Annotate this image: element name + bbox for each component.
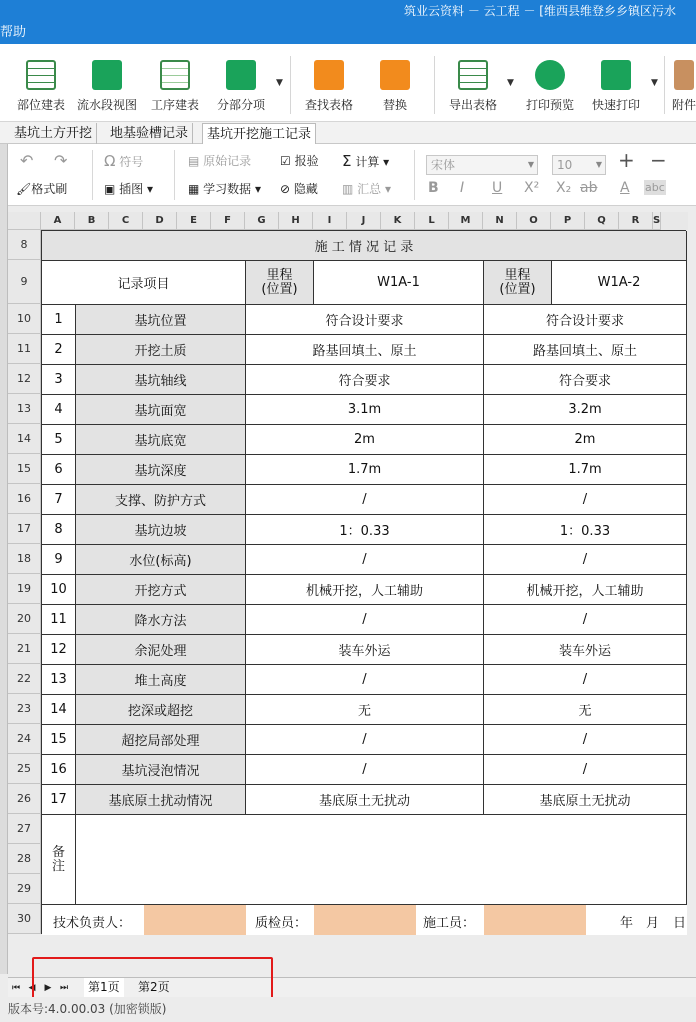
status-bar — [0, 997, 696, 1022]
export-table-button[interactable]: 导出表格 — [442, 58, 504, 118]
record-value-2-text: / — [582, 672, 588, 687]
column-header-E[interactable]: E — [177, 212, 211, 230]
record-value-2[interactable] — [484, 575, 687, 605]
record-value-1[interactable] — [246, 365, 484, 395]
record-value-2[interactable] — [484, 695, 687, 725]
record-item-text: 基坑位置 — [134, 314, 187, 329]
chevron-down-icon: ▼ — [527, 160, 534, 169]
column-header-K[interactable]: K — [381, 212, 415, 230]
row-header-21[interactable]: 21 — [8, 634, 41, 664]
calculate-button[interactable]: Σ 计算 ▾ — [342, 152, 390, 170]
column-header-H[interactable]: H — [279, 212, 313, 230]
record-number[interactable] — [42, 725, 76, 755]
month-label: 月 — [646, 916, 660, 931]
header-record-item[interactable] — [42, 261, 246, 305]
document-tabs — [0, 122, 696, 144]
ribbon-separator — [664, 56, 665, 114]
record-item-text: 堆土高度 — [134, 674, 187, 689]
record-item[interactable] — [76, 395, 246, 425]
sheet-title-text: 施 工 情 况 记 录 — [314, 240, 414, 255]
record-item-text: 水位(标高) — [129, 554, 192, 569]
row-header-30[interactable]: 30 — [8, 904, 41, 934]
column-header-A[interactable]: A — [41, 212, 75, 230]
record-value-2-text: 路基回填土、原土 — [532, 344, 637, 359]
record-item-text: 基坑底宽 — [134, 434, 187, 449]
record-number[interactable] — [42, 485, 76, 515]
flow-section-view-button[interactable]: 流水段视图 — [76, 58, 138, 118]
record-value-2-text: 无 — [578, 704, 592, 719]
find-table-button[interactable]: 查找表格 — [298, 58, 360, 118]
record-value-2[interactable] — [484, 665, 687, 695]
record-number-text: 17 — [50, 792, 67, 807]
record-value-2[interactable] — [484, 635, 687, 665]
record-number[interactable] — [42, 305, 76, 335]
summary-button[interactable]: ▥ 汇总 ▾ — [342, 182, 392, 196]
record-value-2-text: 机械开挖，人工辅助 — [526, 584, 644, 599]
record-item[interactable] — [76, 695, 246, 725]
header-mileage-2[interactable] — [484, 261, 552, 305]
record-number-text: 16 — [50, 762, 67, 777]
export-dropdown-icon[interactable]: ▼ — [507, 78, 514, 88]
record-value-1-text: / — [362, 492, 367, 507]
record-item[interactable] — [76, 545, 246, 575]
header-mileage-2-text: 里程 (位置) — [499, 267, 536, 297]
record-item-text: 基坑轴线 — [134, 374, 187, 389]
record-item-text: 支撑、防护方式 — [114, 494, 206, 509]
check-icon: ☑ — [280, 154, 291, 168]
row-header-13[interactable]: 13 — [8, 394, 41, 424]
record-value-2-text: 1.7m — [568, 462, 602, 477]
prev-sheet-icon[interactable]: ◀ — [28, 983, 36, 993]
record-value-1-text: 符合要求 — [338, 374, 391, 389]
record-number-text: 6 — [54, 462, 63, 477]
row-header-23[interactable]: 23 — [8, 694, 41, 724]
image-icon: ▣ — [104, 182, 116, 196]
record-item-text: 余泥处理 — [134, 644, 187, 659]
attachment-button[interactable]: 附件 — [672, 58, 696, 118]
record-item[interactable] — [76, 425, 246, 455]
record-number-text: 13 — [50, 672, 67, 687]
chevron-down-icon: ▼ — [595, 160, 602, 169]
record-number-text: 2 — [54, 342, 63, 357]
record-number[interactable] — [42, 365, 76, 395]
process-table-icon — [160, 60, 190, 90]
font-family-select[interactable]: 宋体 ▼ — [426, 155, 538, 175]
decrease-font-button[interactable]: − — [650, 148, 667, 172]
record-item[interactable] — [76, 575, 246, 605]
record-value-2[interactable] — [484, 485, 687, 515]
column-header-I[interactable]: I — [313, 212, 347, 230]
record-value-1[interactable] — [246, 695, 484, 725]
column-header-P[interactable]: P — [551, 212, 585, 230]
remark-content[interactable] — [76, 815, 687, 905]
record-item[interactable] — [76, 485, 246, 515]
eye-icon — [535, 60, 565, 90]
record-value-1-text: / — [362, 732, 367, 747]
record-number[interactable] — [42, 605, 76, 635]
row-header-24[interactable]: 24 — [8, 724, 41, 754]
record-number[interactable] — [42, 755, 76, 785]
ribbon-separator — [434, 56, 435, 114]
record-value-1-text: 无 — [357, 704, 371, 719]
record-item[interactable] — [76, 515, 246, 545]
row-header-11[interactable]: 11 — [8, 334, 41, 364]
record-value-1-text: 路基回填土、原土 — [312, 344, 417, 359]
record-value-2[interactable] — [484, 545, 687, 575]
underline-button[interactable]: U — [492, 180, 503, 196]
record-value-1[interactable] — [246, 545, 484, 575]
record-number[interactable] — [42, 635, 76, 665]
strikethrough-button[interactable]: ab — [580, 180, 598, 196]
process-build-table-button[interactable]: 工序建表 — [144, 58, 206, 118]
column-header-D[interactable]: D — [143, 212, 177, 230]
record-value-2[interactable] — [484, 455, 687, 485]
sheet-title[interactable] — [42, 231, 687, 261]
record-number-text: 12 — [50, 642, 67, 657]
record-number[interactable] — [42, 665, 76, 695]
row-header-17[interactable]: 17 — [8, 514, 41, 544]
record-value-1[interactable] — [246, 725, 484, 755]
record-value-1[interactable] — [246, 635, 484, 665]
row-header-19[interactable]: 19 — [8, 574, 41, 604]
column-header-O[interactable]: O — [517, 212, 551, 230]
header-location-1[interactable] — [314, 261, 484, 305]
symbol-button[interactable]: Ω 符号 — [104, 152, 144, 170]
redo-icon[interactable]: ↷ — [54, 151, 68, 170]
row-header-8[interactable]: 8 — [8, 230, 41, 260]
tab-foundation-check[interactable]: 地基验槽记录 — [106, 123, 193, 144]
data-icon: ▦ — [188, 182, 200, 196]
column-header-S[interactable]: S — [653, 212, 661, 230]
record-number-text: 3 — [54, 372, 63, 387]
record-value-1-text: 1：0.33 — [339, 524, 390, 539]
header-record-item-text: 记录项目 — [117, 277, 170, 292]
header-mileage-1-text: 里程 (位置) — [261, 267, 298, 297]
font-color-button[interactable]: A — [620, 180, 630, 196]
bar-chart-icon — [226, 60, 256, 90]
header-location-2-text: W1A-2 — [597, 275, 641, 290]
row-header-14[interactable]: 14 — [8, 424, 41, 454]
editing-toolbar — [8, 144, 696, 206]
row-header-26[interactable]: 26 — [8, 784, 41, 814]
remark-label-text: 备 注 — [51, 844, 65, 874]
record-value-1[interactable] — [246, 755, 484, 785]
record-number-text: 11 — [50, 612, 67, 627]
ribbon-separator — [290, 56, 291, 114]
record-item[interactable] — [76, 665, 246, 695]
last-sheet-icon[interactable]: ⏭ — [59, 983, 69, 993]
bold-button[interactable]: B — [428, 180, 439, 196]
tech-lead-label: 技术负责人： — [53, 916, 132, 931]
record-value-2[interactable] — [484, 725, 687, 755]
record-item[interactable] — [76, 305, 246, 335]
record-value-1[interactable] — [246, 605, 484, 635]
toolbar-separator — [414, 150, 415, 200]
record-value-1-text: / — [362, 672, 367, 687]
record-value-1-text: 3.1m — [347, 402, 382, 417]
record-value-2[interactable] — [484, 305, 687, 335]
row-header-18[interactable]: 18 — [8, 544, 41, 574]
record-value-1-text: 2m — [354, 432, 375, 447]
record-number[interactable] — [42, 575, 76, 605]
record-value-2[interactable] — [484, 335, 687, 365]
row-header-12[interactable]: 12 — [8, 364, 41, 394]
ribbon — [0, 44, 696, 122]
hide-icon: ⊘ — [280, 182, 291, 196]
record-item-text: 超挖局部处理 — [121, 734, 200, 749]
row-header-27[interactable]: 27 — [8, 814, 41, 844]
font-size-select[interactable]: 10 ▼ — [552, 155, 606, 175]
header-location-2[interactable] — [552, 261, 687, 305]
record-item-text: 基底原土扰动情况 — [108, 794, 213, 809]
record-value-2-text: / — [582, 612, 588, 627]
superscript-button[interactable]: X² — [524, 180, 540, 196]
record-value-1-text: / — [362, 762, 367, 777]
left-panel-edge — [0, 144, 8, 974]
version-label: 版本号:4.0.00.03 (加密锁版) — [8, 1002, 167, 1016]
row-header-16[interactable]: 16 — [8, 484, 41, 514]
record-number[interactable] — [42, 695, 76, 725]
row-header-15[interactable]: 15 — [8, 454, 41, 484]
record-item-text: 开挖方式 — [134, 584, 187, 599]
table-grid-icon — [26, 60, 56, 90]
attachment-icon — [674, 60, 694, 90]
sub-item-button[interactable]: 分部分项 — [210, 58, 272, 118]
toolbar-separator — [92, 150, 93, 200]
record-value-2-text: 基底原土无扰动 — [539, 794, 631, 809]
increase-font-button[interactable]: + — [618, 148, 635, 172]
record-item-text: 基坑边坡 — [134, 524, 187, 539]
column-header-G[interactable]: G — [245, 212, 279, 230]
subscript-button[interactable]: X₂ — [556, 180, 572, 196]
record-item[interactable] — [76, 635, 246, 665]
printer-icon — [601, 60, 631, 90]
record-value-2-text: 符合设计要求 — [545, 314, 624, 329]
record-value-1[interactable] — [246, 455, 484, 485]
row-header-20[interactable]: 20 — [8, 604, 41, 634]
header-mileage-1[interactable] — [246, 261, 314, 305]
record-value-1-text: 装车外运 — [338, 644, 391, 659]
print-preview-button[interactable]: 打印预览 — [519, 58, 581, 118]
record-number[interactable] — [42, 515, 76, 545]
original-record-button[interactable]: ▤ 原始记录 — [188, 154, 252, 168]
record-value-1[interactable] — [246, 515, 484, 545]
corner-cell[interactable] — [8, 212, 41, 230]
window-title: 筑业云资料 － 云工程 － [维西县维登乡乡镇区污水 — [404, 4, 676, 18]
record-value-1[interactable] — [246, 395, 484, 425]
record-item[interactable] — [76, 725, 246, 755]
record-value-2[interactable] — [484, 605, 687, 635]
record-value-2[interactable] — [484, 365, 687, 395]
record-value-1-text: 1.7m — [347, 462, 382, 477]
record-value-2-text: 3.2m — [568, 402, 602, 417]
column-header-J[interactable]: J — [347, 212, 381, 230]
replace-button[interactable]: 替换 — [364, 58, 426, 118]
row-header-29[interactable]: 29 — [8, 874, 41, 904]
hide-button[interactable]: ⊘ 隐藏 — [280, 182, 318, 196]
export-icon — [458, 60, 488, 90]
sub-item-dropdown-icon[interactable]: ▼ — [276, 78, 283, 88]
column-header-C[interactable]: C — [109, 212, 143, 230]
tech-lead-signature-field[interactable] — [144, 905, 246, 935]
record-value-2[interactable] — [484, 515, 687, 545]
record-number[interactable] — [42, 455, 76, 485]
record-number-text: 9 — [54, 552, 63, 567]
omega-icon: Ω — [104, 152, 116, 170]
record-item[interactable] — [76, 365, 246, 395]
row-header-25[interactable]: 25 — [8, 754, 41, 784]
record-number-text: 8 — [54, 522, 63, 537]
column-header-M[interactable]: M — [449, 212, 483, 230]
tab-excavation[interactable]: 基坑土方开挖 — [10, 123, 97, 144]
record-item-text: 基坑深度 — [134, 464, 187, 479]
record-item-text: 基坑浸泡情况 — [121, 764, 200, 779]
sigma-icon: Σ — [342, 152, 352, 170]
first-sheet-icon[interactable]: ⏮ — [11, 983, 21, 993]
row-header-9[interactable]: 9 — [8, 260, 41, 304]
record-value-2-text: 符合要求 — [558, 374, 611, 389]
day-label: 日 — [673, 916, 687, 931]
record-value-1[interactable] — [246, 665, 484, 695]
sheet-tab-bar — [8, 977, 696, 997]
record-number[interactable] — [42, 785, 76, 815]
record-value-2[interactable] — [484, 425, 687, 455]
print-dropdown-icon[interactable]: ▼ — [651, 78, 658, 88]
document-icon: ▤ — [188, 154, 200, 168]
inspector-signature-field[interactable] — [314, 905, 416, 935]
record-number-text: 1 — [54, 312, 63, 327]
record-value-1[interactable] — [246, 485, 484, 515]
record-sheet — [41, 230, 686, 934]
record-number-text: 4 — [54, 402, 63, 417]
row-header-22[interactable]: 22 — [8, 664, 41, 694]
record-value-2-text: 2m — [574, 432, 596, 447]
record-value-1[interactable] — [246, 785, 484, 815]
record-number[interactable] — [42, 545, 76, 575]
record-item[interactable] — [76, 755, 246, 785]
record-value-1-text: / — [362, 552, 367, 567]
summary-icon: ▥ — [342, 182, 354, 196]
year-label: 年 — [620, 916, 634, 931]
record-item[interactable] — [76, 455, 246, 485]
position-build-table-button[interactable]: 部位建表 — [10, 58, 72, 118]
undo-icon[interactable]: ↶ — [20, 151, 34, 170]
record-value-2-text: 装车外运 — [558, 644, 611, 659]
record-value-1-text: 机械开挖，人工辅助 — [305, 584, 423, 599]
record-number-text: 5 — [54, 432, 63, 447]
inspector-label: 质检员： — [255, 916, 308, 931]
column-header-F[interactable]: F — [211, 212, 245, 230]
row-header-28[interactable]: 28 — [8, 844, 41, 874]
italic-button[interactable]: I — [460, 180, 465, 196]
spellcheck-button[interactable]: abc — [645, 181, 665, 194]
search-icon — [314, 60, 344, 90]
record-value-2-text: / — [582, 552, 588, 567]
insert-image-button[interactable]: ▣ 插图 ▾ — [104, 182, 154, 196]
worker-signature-field[interactable] — [484, 905, 586, 935]
record-number[interactable] — [42, 425, 76, 455]
menu-help[interactable]: 帮助 — [0, 25, 27, 40]
record-value-1[interactable] — [246, 305, 484, 335]
record-item[interactable] — [76, 785, 246, 815]
record-value-1[interactable] — [246, 335, 484, 365]
column-header-N[interactable]: N — [483, 212, 517, 230]
record-value-2[interactable] — [484, 785, 687, 815]
record-item[interactable] — [76, 335, 246, 365]
record-number-text: 10 — [50, 582, 67, 597]
record-value-2-text: / — [582, 762, 588, 777]
record-value-1-text: 基底原土无扰动 — [318, 794, 410, 809]
record-item-text: 挖深或超挖 — [127, 704, 193, 719]
record-item-text: 开挖土质 — [134, 344, 187, 359]
record-item-text: 降水方法 — [134, 614, 187, 629]
remark-label[interactable] — [42, 815, 76, 905]
column-header-bar — [8, 212, 688, 230]
column-header-Q[interactable]: Q — [585, 212, 619, 230]
next-sheet-icon[interactable]: ▶ — [44, 983, 52, 993]
format-brush-button[interactable]: 🖌格式刷 — [16, 182, 68, 196]
record-value-1-text: 符合设计要求 — [325, 314, 404, 329]
record-item-text: 基坑面宽 — [134, 404, 187, 419]
replace-icon — [380, 60, 410, 90]
column-header-R[interactable]: R — [619, 212, 653, 230]
record-value-2-text: / — [582, 732, 588, 747]
report-check-button[interactable]: ☑ 报验 — [280, 154, 319, 168]
tab-excavation-record[interactable]: 基坑开挖施工记录 — [202, 123, 316, 144]
record-value-1-text: / — [362, 612, 367, 627]
worker-label: 施工员： — [423, 916, 476, 931]
toolbar-separator — [174, 150, 175, 200]
header-location-1-text: W1A-1 — [377, 275, 420, 290]
record-value-2-text: 1：0.33 — [559, 524, 611, 539]
record-number-text: 15 — [50, 732, 67, 747]
record-item[interactable] — [76, 605, 246, 635]
menubar — [0, 22, 696, 44]
sheet-tab-page-1[interactable]: 第1页 — [84, 978, 124, 997]
learning-data-button[interactable]: ▦ 学习数据 ▾ — [188, 182, 262, 196]
sheet-tab-page-2[interactable]: 第2页 — [138, 980, 170, 994]
record-value-2-text: / — [582, 492, 588, 507]
window-titlebar — [0, 0, 696, 22]
record-value-2[interactable] — [484, 755, 687, 785]
record-value-1[interactable] — [246, 425, 484, 455]
record-number[interactable] — [42, 395, 76, 425]
record-value-2[interactable] — [484, 395, 687, 425]
record-number-text: 7 — [54, 492, 63, 507]
record-number-text: 14 — [50, 702, 67, 717]
record-number[interactable] — [42, 335, 76, 365]
column-header-L[interactable]: L — [415, 212, 449, 230]
row-header-10[interactable]: 10 — [8, 304, 41, 334]
record-value-1[interactable] — [246, 575, 484, 605]
column-header-B[interactable]: B — [75, 212, 109, 230]
quick-print-button[interactable]: 快速打印 — [585, 58, 647, 118]
flow-list-icon — [92, 60, 122, 90]
